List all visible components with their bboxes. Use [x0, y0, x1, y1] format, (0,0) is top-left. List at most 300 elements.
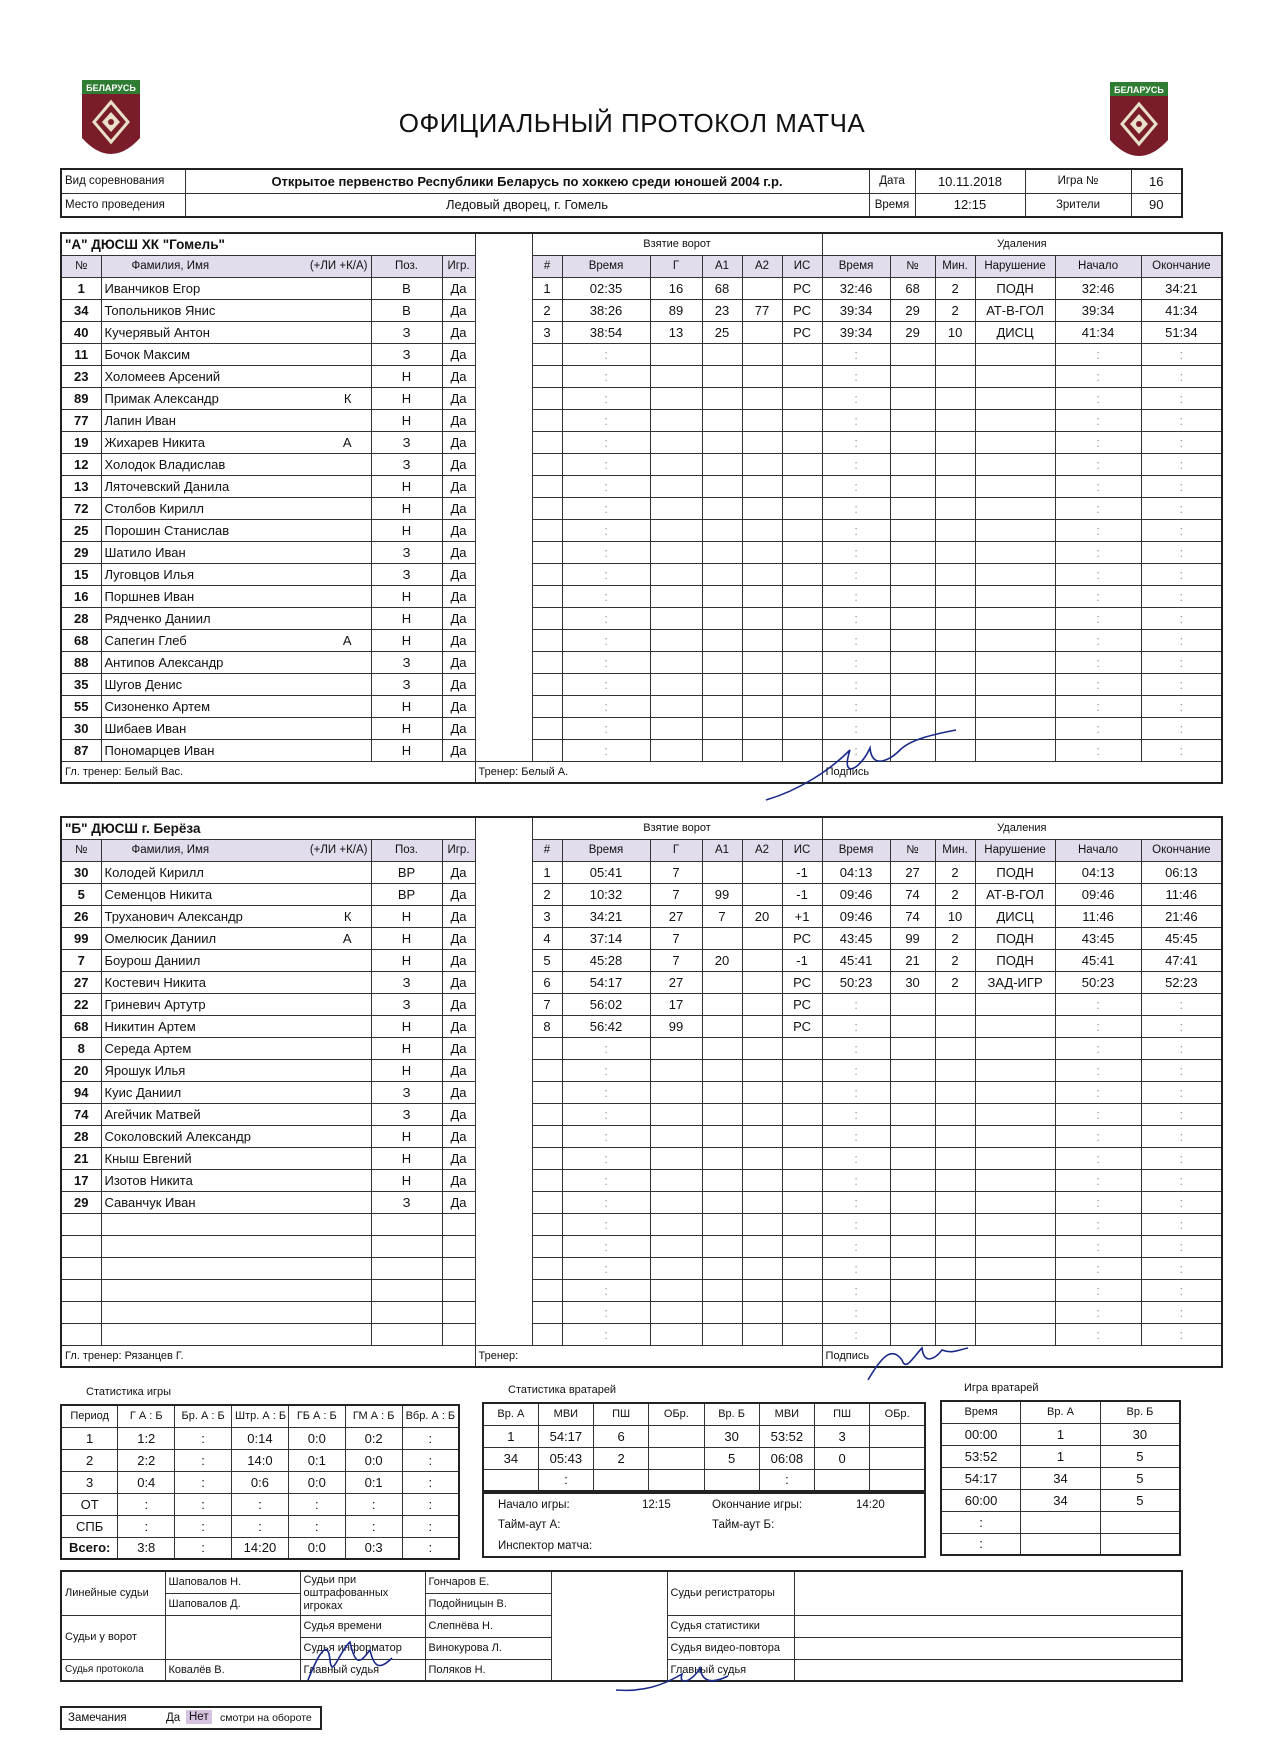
penalty-cell [935, 1191, 975, 1213]
table-row [61, 905, 1222, 927]
player-played: Да [442, 673, 475, 695]
player-played: Да [442, 739, 475, 761]
player-position: З [371, 993, 442, 1015]
player-played: Да [442, 861, 475, 883]
goal-cell [742, 673, 782, 695]
player-position: З [371, 541, 442, 563]
goal-cell: 16 [650, 277, 702, 299]
penalty-cell [975, 651, 1055, 673]
table-row [61, 1235, 1222, 1257]
penalty-cell: 09:46 [822, 905, 890, 927]
penalty-cell [975, 431, 1055, 453]
goal-cell [650, 343, 702, 365]
goal-cell [742, 993, 782, 1015]
penalty-cell: : [822, 365, 890, 387]
game-stats-cell: : [175, 1471, 232, 1493]
goal-cell: : [562, 1213, 650, 1235]
penalty-cell: 2 [935, 299, 975, 321]
goal-cell: : [562, 431, 650, 453]
goal-cell [742, 563, 782, 585]
player-position: Н [371, 475, 442, 497]
player-position: ВР [371, 861, 442, 883]
goalie-stats-header: ПШ [815, 1403, 870, 1425]
goal-cell [782, 1125, 822, 1147]
col-no: № [61, 839, 101, 861]
spacer [475, 365, 532, 387]
goal-cell: 1 [532, 277, 562, 299]
goal-cell [742, 453, 782, 475]
spacer [475, 861, 532, 883]
player-name-text: Труханович Александр [104, 908, 243, 924]
player-position: В [371, 299, 442, 321]
player-number: 16 [61, 585, 101, 607]
penalty-cell [890, 497, 935, 519]
goal-cell [742, 585, 782, 607]
game-stats-cell: : [345, 1515, 402, 1537]
table-row [61, 453, 1222, 475]
goal-cell [742, 695, 782, 717]
player-name-text: Омелюсик Даниил [104, 930, 217, 946]
penalty-cell: : [822, 1257, 890, 1279]
penalty-cell: : [822, 1125, 890, 1147]
game-stats-cell: 14:0 [232, 1449, 289, 1471]
penalty-cell: ПОДН [975, 927, 1055, 949]
player-name-text: Поршнев Иван [104, 588, 195, 604]
player-played: Да [442, 1169, 475, 1191]
goal-cell: 34:21 [562, 905, 650, 927]
spacer [475, 387, 532, 409]
penalty-cell [935, 431, 975, 453]
goal-cell [702, 1257, 742, 1279]
player-number: 35 [61, 673, 101, 695]
table-row [61, 409, 1222, 431]
col-g: Г [650, 255, 702, 277]
player-position [371, 1279, 442, 1301]
goal-cell [742, 1213, 782, 1235]
game-stats-header: Г А : Б [118, 1405, 175, 1427]
penalty-cell: : [822, 519, 890, 541]
penalty-cell: 43:45 [822, 927, 890, 949]
goalie-game-cell: 1 [1021, 1445, 1101, 1467]
penalty-cell: : [822, 695, 890, 717]
penalty-cell [935, 1147, 975, 1169]
goal-cell [742, 971, 782, 993]
spacer [475, 519, 532, 541]
player-played: Да [442, 1037, 475, 1059]
goal-cell: РС [782, 971, 822, 993]
penalty-cell [935, 607, 975, 629]
goal-cell [532, 1125, 562, 1147]
goal-cell [532, 607, 562, 629]
penalty-cell: ПОДН [975, 861, 1055, 883]
penalty-cell [975, 1257, 1055, 1279]
goal-cell [742, 1081, 782, 1103]
player-name [101, 453, 371, 475]
goal-cell [702, 1059, 742, 1081]
goal-cell [742, 1257, 782, 1279]
penalty-cell: 50:23 [1055, 971, 1141, 993]
penalty-cell [975, 409, 1055, 431]
game-stats-cell: : [345, 1493, 402, 1515]
goalie-game-table [940, 1400, 1181, 1556]
col-ptime: Время [822, 255, 890, 277]
penalty-cell: 2 [935, 277, 975, 299]
penalty-cell [935, 453, 975, 475]
penalty-cell: : [1055, 541, 1141, 563]
player-position: З [371, 343, 442, 365]
player-number [61, 1257, 101, 1279]
goal-cell: 13 [650, 321, 702, 343]
table-row [61, 1213, 1222, 1235]
goal-judges-label: Судьи у ворот [61, 1615, 165, 1659]
goal-cell: 7 [650, 949, 702, 971]
chief-value [794, 1659, 1182, 1681]
spacer [475, 1037, 532, 1059]
goal-cell: : [562, 541, 650, 563]
table-row [61, 993, 1222, 1015]
goal-cell [532, 1279, 562, 1301]
penalty-cell: : [1141, 1257, 1222, 1279]
goal-cell [782, 453, 822, 475]
linesman-2: Шаповалов Д. [165, 1593, 300, 1615]
penalty-cell: : [1055, 497, 1141, 519]
goal-cell [532, 739, 562, 761]
penalty-cell [890, 431, 935, 453]
player-played: Да [442, 453, 475, 475]
penalty-cell: : [1141, 475, 1222, 497]
table-row [61, 1191, 1222, 1213]
player-position: Н [371, 905, 442, 927]
penalty-cell [890, 1081, 935, 1103]
penalty-cell: : [1141, 1235, 1222, 1257]
goalie-stats-header: МВИ [538, 1403, 593, 1425]
game-stats-header: Вбр. А : Б [402, 1405, 459, 1427]
penalty-cell [890, 519, 935, 541]
player-name-text: Антипов Александр [104, 654, 224, 670]
player-played: Да [442, 409, 475, 431]
player-position: З [371, 1081, 442, 1103]
goal-cell [532, 1235, 562, 1257]
goalie-game-cell: 1 [1021, 1423, 1101, 1445]
goal-cell [650, 629, 702, 651]
penalty-cell: : [1055, 629, 1141, 651]
player-name-text: Соколовский Александр [104, 1128, 251, 1144]
scorer: Ковалёв В. [165, 1659, 300, 1681]
goal-cell [650, 475, 702, 497]
player-name-text: Ярошук Илья [104, 1062, 186, 1078]
goal-cell [782, 541, 822, 563]
goal-cell: РС [782, 321, 822, 343]
penalty-cell: : [1141, 1081, 1222, 1103]
goal-cell [742, 1301, 782, 1323]
col-spacer [475, 255, 532, 277]
goal-cell [532, 651, 562, 673]
goalie-stats-cell: 3 [815, 1425, 870, 1447]
goal-cell [742, 861, 782, 883]
goal-cell: 7 [650, 883, 702, 905]
player-position: З [371, 1191, 442, 1213]
penalty-cell: : [1141, 695, 1222, 717]
goals-title: Взятие ворот [532, 817, 822, 839]
penalty-cell [935, 1125, 975, 1147]
player-number: 7 [61, 949, 101, 971]
goal-cell: 7 [650, 861, 702, 883]
table-row [61, 563, 1222, 585]
game-stats-cell: СПБ [61, 1515, 118, 1537]
goal-cell [702, 861, 742, 883]
penalty-cell: : [1141, 717, 1222, 739]
penalty-cell [935, 1301, 975, 1323]
goal-cell: 05:41 [562, 861, 650, 883]
goal-cell: : [562, 1103, 650, 1125]
video-value [794, 1637, 1182, 1659]
penalty-cell: : [822, 629, 890, 651]
goal-cell [650, 1059, 702, 1081]
goal-cell [742, 1037, 782, 1059]
goal-cell [702, 1301, 742, 1323]
penalty-cell: : [822, 651, 890, 673]
goal-cell: 68 [702, 277, 742, 299]
table-row [61, 475, 1222, 497]
player-number: 19 [61, 431, 101, 453]
spacer [475, 431, 532, 453]
goal-cell: 4 [532, 927, 562, 949]
goal-cell [782, 1191, 822, 1213]
player-number: 68 [61, 629, 101, 651]
table-row [61, 717, 1222, 739]
player-number: 88 [61, 651, 101, 673]
penalty-cell [890, 1301, 935, 1323]
spacer [475, 717, 532, 739]
game-stats-cell: 0:1 [345, 1471, 402, 1493]
game-stats-cell: : [118, 1515, 175, 1537]
penalty-cell: 2 [935, 927, 975, 949]
penalty-cell: : [1141, 343, 1222, 365]
table-row [941, 1467, 1180, 1489]
goal-cell [650, 1037, 702, 1059]
timeout-b: Тайм-аут Б: [712, 1519, 775, 1531]
goal-cell: : [562, 1059, 650, 1081]
col-name [101, 255, 371, 277]
col-extra-label: (+ЛИ +К/А) [309, 260, 368, 272]
remarks-no[interactable]: Нет [186, 1710, 212, 1724]
penalty-cell: АТ-В-ГОЛ [975, 299, 1055, 321]
player-name-text: Саванчук Иван [104, 1194, 196, 1210]
spacer [475, 1059, 532, 1081]
player-number [61, 1279, 101, 1301]
penalty-cell: 2 [935, 861, 975, 883]
table-row [61, 519, 1222, 541]
player-position: Н [371, 1147, 442, 1169]
game-stats-cell: : [402, 1493, 459, 1515]
goal-cell [650, 1169, 702, 1191]
goal-cell [702, 453, 742, 475]
penalty-cell: 06:13 [1141, 861, 1222, 883]
player-name [101, 1015, 371, 1037]
penalty-cell: : [1055, 1037, 1141, 1059]
head-coach: Гл. тренер: Белый Вас. [61, 761, 475, 783]
player-number: 11 [61, 343, 101, 365]
goal-cell [702, 409, 742, 431]
penalty-cell [890, 541, 935, 563]
penalty-cell [935, 409, 975, 431]
penalty-cell [975, 629, 1055, 651]
penalty-cell [935, 475, 975, 497]
table-row [61, 1257, 1222, 1279]
goal-cell [702, 431, 742, 453]
game-stats-header: Штр. А : Б [232, 1405, 289, 1427]
goal-cell: : [562, 1037, 650, 1059]
goal-cell: 38:54 [562, 321, 650, 343]
goalie-stats-cell [649, 1447, 704, 1469]
game-stats-cell: 2:2 [118, 1449, 175, 1471]
goal-cell [742, 497, 782, 519]
goal-cell [742, 1059, 782, 1081]
player-position: Н [371, 497, 442, 519]
spectators: 90 [1131, 193, 1182, 217]
player-played: Да [442, 1147, 475, 1169]
goal-cell [532, 673, 562, 695]
table-row [61, 1449, 459, 1471]
penalty-cell: : [1055, 1015, 1141, 1037]
player-name-text: Костевич Никита [104, 974, 207, 990]
goal-cell: -1 [782, 949, 822, 971]
goalie-game-cell: 53:52 [941, 1445, 1021, 1467]
player-name [101, 1081, 371, 1103]
player-position [371, 1323, 442, 1345]
player-played: Да [442, 365, 475, 387]
goalie-stats-cell: 5 [704, 1447, 759, 1469]
penalty-cell: 68 [890, 277, 935, 299]
player-name [101, 1059, 371, 1081]
penalty-cell [975, 1279, 1055, 1301]
player-played: Да [442, 993, 475, 1015]
goal-cell [742, 387, 782, 409]
penalty-cell [890, 1235, 935, 1257]
player-position: Н [371, 1015, 442, 1037]
player-number: 28 [61, 607, 101, 629]
game-stats-cell: 0:0 [345, 1449, 402, 1471]
player-position: Н [371, 949, 442, 971]
penalty-cell [890, 673, 935, 695]
penalty-cell: : [1141, 1323, 1222, 1345]
remarks-yes[interactable]: Да [166, 1712, 181, 1724]
goal-cell [702, 651, 742, 673]
goal-cell [702, 1103, 742, 1125]
game-stats-cell: 1:2 [118, 1427, 175, 1449]
goal-cell: : [562, 1323, 650, 1345]
game-stats-cell: 0:4 [118, 1471, 175, 1493]
penalty-cell [975, 739, 1055, 761]
penalty-cell [890, 1213, 935, 1235]
game-stats-cell: 0:0 [288, 1537, 345, 1559]
goal-cell [532, 1059, 562, 1081]
penalty-box-judge-1: Гончаров Е. [425, 1571, 551, 1593]
penalty-cell: 74 [890, 905, 935, 927]
goal-cell [702, 585, 742, 607]
goal-cell [650, 1323, 702, 1345]
penalty-cell: 29 [890, 299, 935, 321]
player-number: 22 [61, 993, 101, 1015]
penalty-cell: : [1141, 431, 1222, 453]
penalty-cell [975, 607, 1055, 629]
goal-cell: 56:42 [562, 1015, 650, 1037]
penalty-cell: 41:34 [1141, 299, 1222, 321]
head-coach: Гл. тренер: Рязанцев Г. [61, 1345, 475, 1367]
penalty-cell: : [1055, 1103, 1141, 1125]
goalie-game-cell: 5 [1100, 1445, 1180, 1467]
goalie-stats-cell: 05:43 [538, 1447, 593, 1469]
goalie-stats-title: Статистика вратарей [508, 1384, 617, 1396]
penalty-cell [935, 585, 975, 607]
spacer [475, 475, 532, 497]
goal-cell [702, 971, 742, 993]
team-b-signature [862, 1336, 972, 1386]
goal-cell: : [562, 343, 650, 365]
player-number [61, 1301, 101, 1323]
player-position [371, 1257, 442, 1279]
penalty-cell: ДИСЦ [975, 321, 1055, 343]
penalty-cell: 34:21 [1141, 277, 1222, 299]
goal-cell: РС [782, 993, 822, 1015]
penalty-cell: 39:34 [1055, 299, 1141, 321]
goalie-stats-header: Вр. А [483, 1403, 538, 1425]
penalty-cell [935, 673, 975, 695]
goalie-game-header: Вр. Б [1100, 1401, 1180, 1423]
player-number: 5 [61, 883, 101, 905]
goal-cell [650, 607, 702, 629]
penalty-cell [975, 1015, 1055, 1037]
penalty-cell: 99 [890, 927, 935, 949]
table-row [61, 695, 1222, 717]
game-times-box [482, 1492, 926, 1558]
player-name-text: Пономарцев Иван [104, 742, 215, 758]
goal-cell: 5 [532, 949, 562, 971]
player-name-text: Семенцов Никита [104, 886, 213, 902]
player-played: Да [442, 475, 475, 497]
penalty-cell: АТ-В-ГОЛ [975, 883, 1055, 905]
penalty-cell: 11:46 [1055, 905, 1141, 927]
team-signature-label: Подпись [822, 1345, 1222, 1367]
game-stats-cell: 0:1 [288, 1449, 345, 1471]
col-no: № [61, 255, 101, 277]
col-pinfr: Нарушение [975, 255, 1055, 277]
penalty-box-judge-2: Подойницын В. [425, 1593, 551, 1615]
penalty-cell: : [822, 1169, 890, 1191]
goalie-game-cell [1100, 1533, 1180, 1555]
table-row [61, 971, 1222, 993]
goal-cell [650, 453, 702, 475]
goal-cell [650, 365, 702, 387]
table-row [61, 1515, 459, 1537]
goal-cell [650, 387, 702, 409]
goal-cell [702, 717, 742, 739]
player-played: Да [442, 497, 475, 519]
player-name-text: Шибаев Иван [104, 720, 187, 736]
penalty-cell: : [822, 409, 890, 431]
penalty-cell [935, 541, 975, 563]
goalie-game-cell [1021, 1511, 1101, 1533]
goal-cell [532, 629, 562, 651]
penalty-cell: : [822, 1235, 890, 1257]
referee: Поляков Н. [425, 1659, 551, 1681]
goalie-stats-cell: 34 [483, 1447, 538, 1469]
goal-cell [702, 1279, 742, 1301]
spacer [475, 343, 532, 365]
player-played: Да [442, 299, 475, 321]
player-name-text: Лапин Иван [104, 412, 176, 428]
goalie-game-cell: 00:00 [941, 1423, 1021, 1445]
